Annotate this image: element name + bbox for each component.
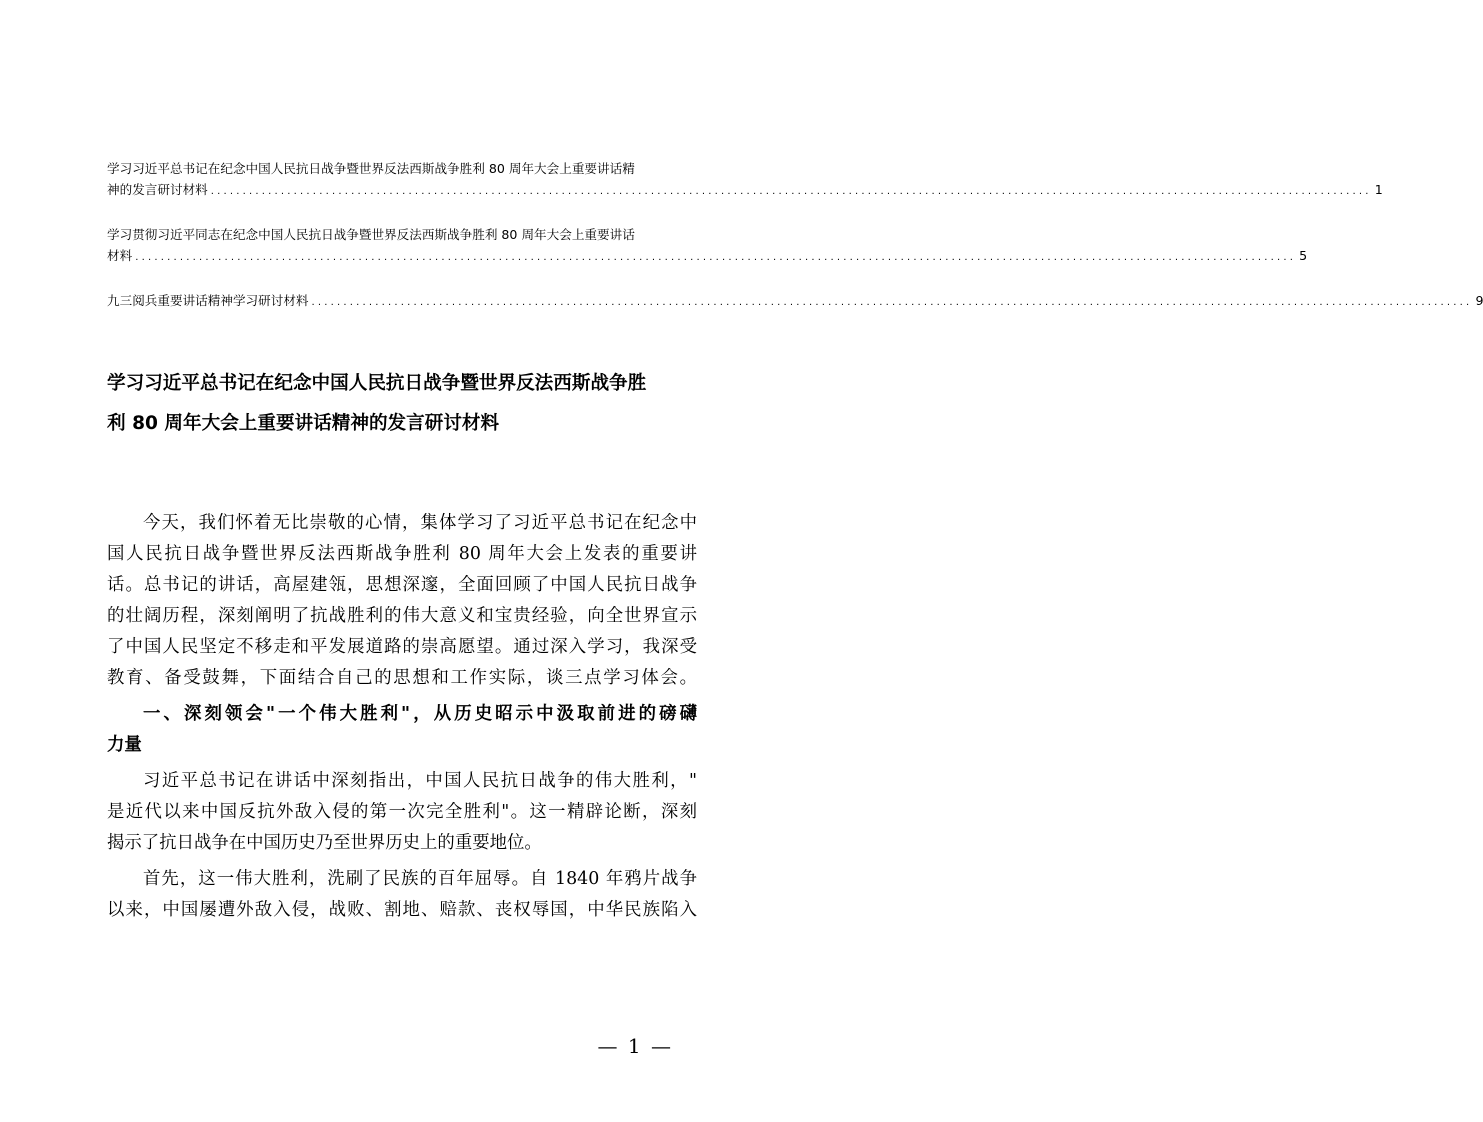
toc-leader-dots: ......................................................................................................................................................................................	[311, 297, 1473, 308]
text-line: 以来，中国屡遭外敌入侵，战败、割地、赔款、丧权辱国，中华民族陷入	[107, 900, 697, 920]
heading-line: 力量	[107, 735, 142, 755]
toc-page-number: 5	[1299, 248, 1308, 263]
document-body	[107, 508, 697, 926]
text-line: 国人民抗日战争暨世界反法西斯战争胜利 80 周年大会上发表的重要讲	[107, 544, 697, 564]
heading-line: 一、深刻领会"一个伟大胜利"，从历史昭示中汲取前进的磅礴	[143, 704, 697, 724]
toc-entry-title: 九三阅兵重要讲话精神学习研讨材料	[107, 293, 309, 308]
title-line: 利 80 周年大会上重要讲话精神的发言研讨材料	[107, 413, 500, 434]
page-number: — 1 —	[597, 1034, 673, 1058]
toc-entry[interactable]	[107, 158, 1383, 202]
text-line: 的壮阔历程，深刻阐明了抗战胜利的伟大意义和宝贵经验，向全世界宣示	[107, 606, 697, 626]
toc-entry-title-cont: 神的发言研讨材料	[107, 182, 208, 197]
table-of-contents	[107, 158, 1483, 335]
toc-entry-title-cont: 材料	[107, 248, 133, 263]
toc-entry-title: 学习贯彻习近平同志在纪念中国人民抗日战争暨世界反法西斯战争胜利 80 周年大会上重要讲话	[107, 227, 635, 242]
text-line: 揭示了抗日战争在中国历史乃至世界历史上的重要地位。	[107, 833, 542, 853]
text-line: 话。总书记的讲话，高屋建瓴，思想深邃，全面回顾了中国人民抗日战争	[107, 575, 697, 595]
toc-page-number: 1	[1374, 182, 1383, 197]
text-line: 是近代以来中国反抗外敌入侵的第一次完全胜利"。这一精辟论断，深刻	[107, 802, 697, 822]
paragraph-intro	[107, 508, 697, 694]
paragraph	[107, 766, 697, 859]
text-line: 今天，我们怀着无比崇敬的心情，集体学习了习近平总书记在纪念中	[143, 513, 697, 533]
text-line: 教育、备受鼓舞，下面结合自己的思想和工作实际，谈三点学习体会。	[107, 668, 697, 688]
text-line: 了中国人民坚定不移走和平发展道路的崇高愿望。通过深入学习，我深受	[107, 637, 697, 657]
toc-entry[interactable]	[107, 224, 1308, 268]
toc-entry-title: 学习习近平总书记在纪念中国人民抗日战争暨世界反法西斯战争胜利 80 周年大会上重要讲话精	[107, 161, 635, 176]
title-line: 学习习近平总书记在纪念中国人民抗日战争暨世界反法西斯战争胜	[107, 373, 647, 394]
toc-leader-dots: ......................................................................................................................................................................................	[135, 252, 1297, 263]
toc-page-number: 9	[1475, 293, 1483, 308]
text-line: 首先，这一伟大胜利，洗刷了民族的百年屈辱。自 1840 年鸦片战争	[143, 869, 697, 889]
toc-leader-dots: ......................................................................................................................................................................................	[210, 186, 1372, 197]
paragraph	[107, 864, 697, 926]
text-line: 习近平总书记在讲话中深刻指出，中国人民抗日战争的伟大胜利，"	[143, 771, 697, 791]
toc-entry[interactable]	[107, 290, 1483, 313]
document-title	[107, 364, 697, 444]
section-heading	[107, 699, 697, 761]
